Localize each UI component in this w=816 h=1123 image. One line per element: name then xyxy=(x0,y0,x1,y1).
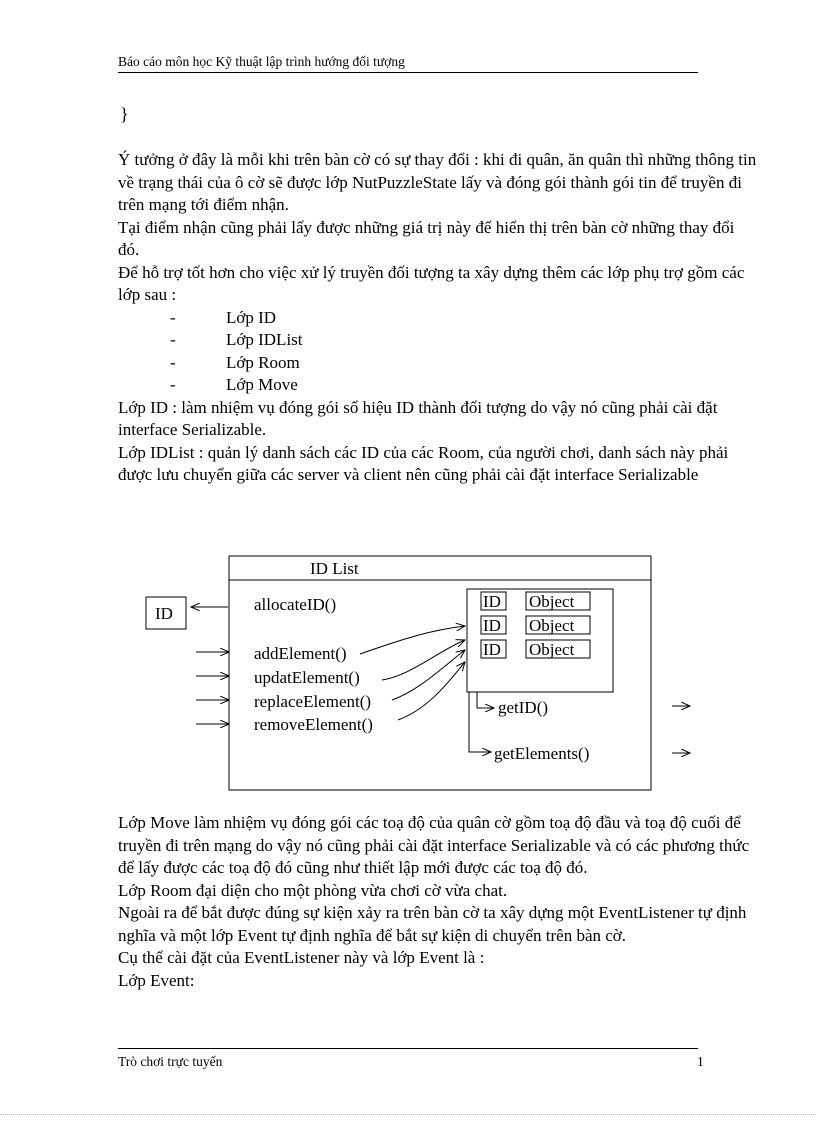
paragraph-helper-classes: Để hỗ trợ tốt hơn cho việc xử lý truyền đối tượng ta xây dựng thêm các lớp phụ trợ gồm các lớp sau : xyxy=(118,262,745,304)
method-replace-element: replaceElement() xyxy=(254,692,372,711)
list-item: - Lớp IDList xyxy=(118,329,758,352)
id-box-label: ID xyxy=(155,604,173,623)
paragraph-class-move: Lớp Move làm nhiệm vụ đóng gói các toạ độ của quân cờ gồm toạ độ đầu và toạ độ cuối để truyền đi trên mạng do vậy nó cũng phải cài đặt interface Serializable và có các phương thức để lấy được các toạ độ đó cũng như thiết lập mới được các toạ độ đó. xyxy=(118,813,750,877)
paragraph-implementation-intro: Cụ thể cài đặt của EventListener này và lớp Event là : xyxy=(118,948,485,967)
list-item: - Lớp ID xyxy=(118,307,758,330)
list-item: - Lớp Move xyxy=(118,374,758,397)
page-header: Báo cáo môn học Kỹ thuật lập trình hướng đối tượng xyxy=(118,53,698,73)
method-allocate-id: allocateID() xyxy=(254,595,337,614)
class-title: ID List xyxy=(310,559,359,578)
output-get-id: getID() xyxy=(498,698,549,717)
paragraph-class-room: Lớp Room đại diện cho một phòng vừa chơi cờ vừa chat. xyxy=(118,880,508,900)
bullet-dash: - xyxy=(170,330,176,349)
paragraph-class-id: Lớp ID : làm nhiệm vụ đóng gói số hiệu ID thành đối tượng do vậy nó cũng phải cài đặt interface Serializable. xyxy=(118,397,718,439)
bullet-dash: - xyxy=(170,352,176,372)
footer-divider xyxy=(118,1048,698,1049)
bottom-section xyxy=(118,812,758,992)
paragraph-receiver: Tại điểm nhận cũng phải lấy được những giá trị này để hiển thị trên bàn cờ những thay đổi đó. xyxy=(118,217,735,259)
paragraph-event-listener: Ngoài ra để bắt được đúng sự kiện xảy ra trên bàn cờ ta xây dựng một EventListener tự định nghĩa và một lớp Event tự định nghĩa để bắt sự kiện di chuyển trên bàn cờ. xyxy=(118,903,747,945)
method-add-element: addElement() xyxy=(254,644,347,663)
svg-text:Object: Object xyxy=(529,640,575,659)
svg-text:Object: Object xyxy=(529,592,575,611)
connector-get-elements xyxy=(469,692,491,752)
bullet-dash: - xyxy=(170,307,176,327)
method-update-element: updatElement() xyxy=(254,668,360,687)
paragraph-idea: Ý tưởng ở đây là mỗi khi trên bàn cờ có sự thay đổi : khi đi quân, ăn quân thì những thông tin về trạng thái của ô cờ sẽ được lớp NutPuzzleState lấy và đóng gói thành gói tin để truyền đi trên mạng tới điểm nhận. xyxy=(118,150,757,214)
table-row xyxy=(481,592,590,611)
page-number: 1 xyxy=(697,1054,704,1069)
svg-text:Object: Object xyxy=(529,616,575,635)
method-remove-element: removeElement() xyxy=(254,715,373,734)
arrow-add-to-table xyxy=(360,626,465,654)
list-item: - Lớp Room xyxy=(118,352,758,375)
svg-text:ID: ID xyxy=(483,592,501,611)
connector-get-id xyxy=(477,692,494,708)
bullet-dash: - xyxy=(170,375,176,394)
svg-text:ID: ID xyxy=(483,616,501,635)
code-closing-brace: } xyxy=(120,104,129,124)
footer-title: Trò chơi trực tuyến xyxy=(118,1054,223,1069)
heading-class-event: Lớp Event: xyxy=(118,970,195,990)
table-row xyxy=(481,616,590,635)
svg-text:ID: ID xyxy=(483,640,501,659)
page-boundary xyxy=(0,1114,816,1115)
table-row xyxy=(481,640,590,659)
output-get-elements: getElements() xyxy=(494,744,590,763)
paragraph-class-idlist: Lớp IDList : quản lý danh sách các ID của các Room, của người chơi, danh sách này phải được lưu chuyển giữa các server và client nên cũng phải cài đặt interface Serializable xyxy=(118,442,729,484)
